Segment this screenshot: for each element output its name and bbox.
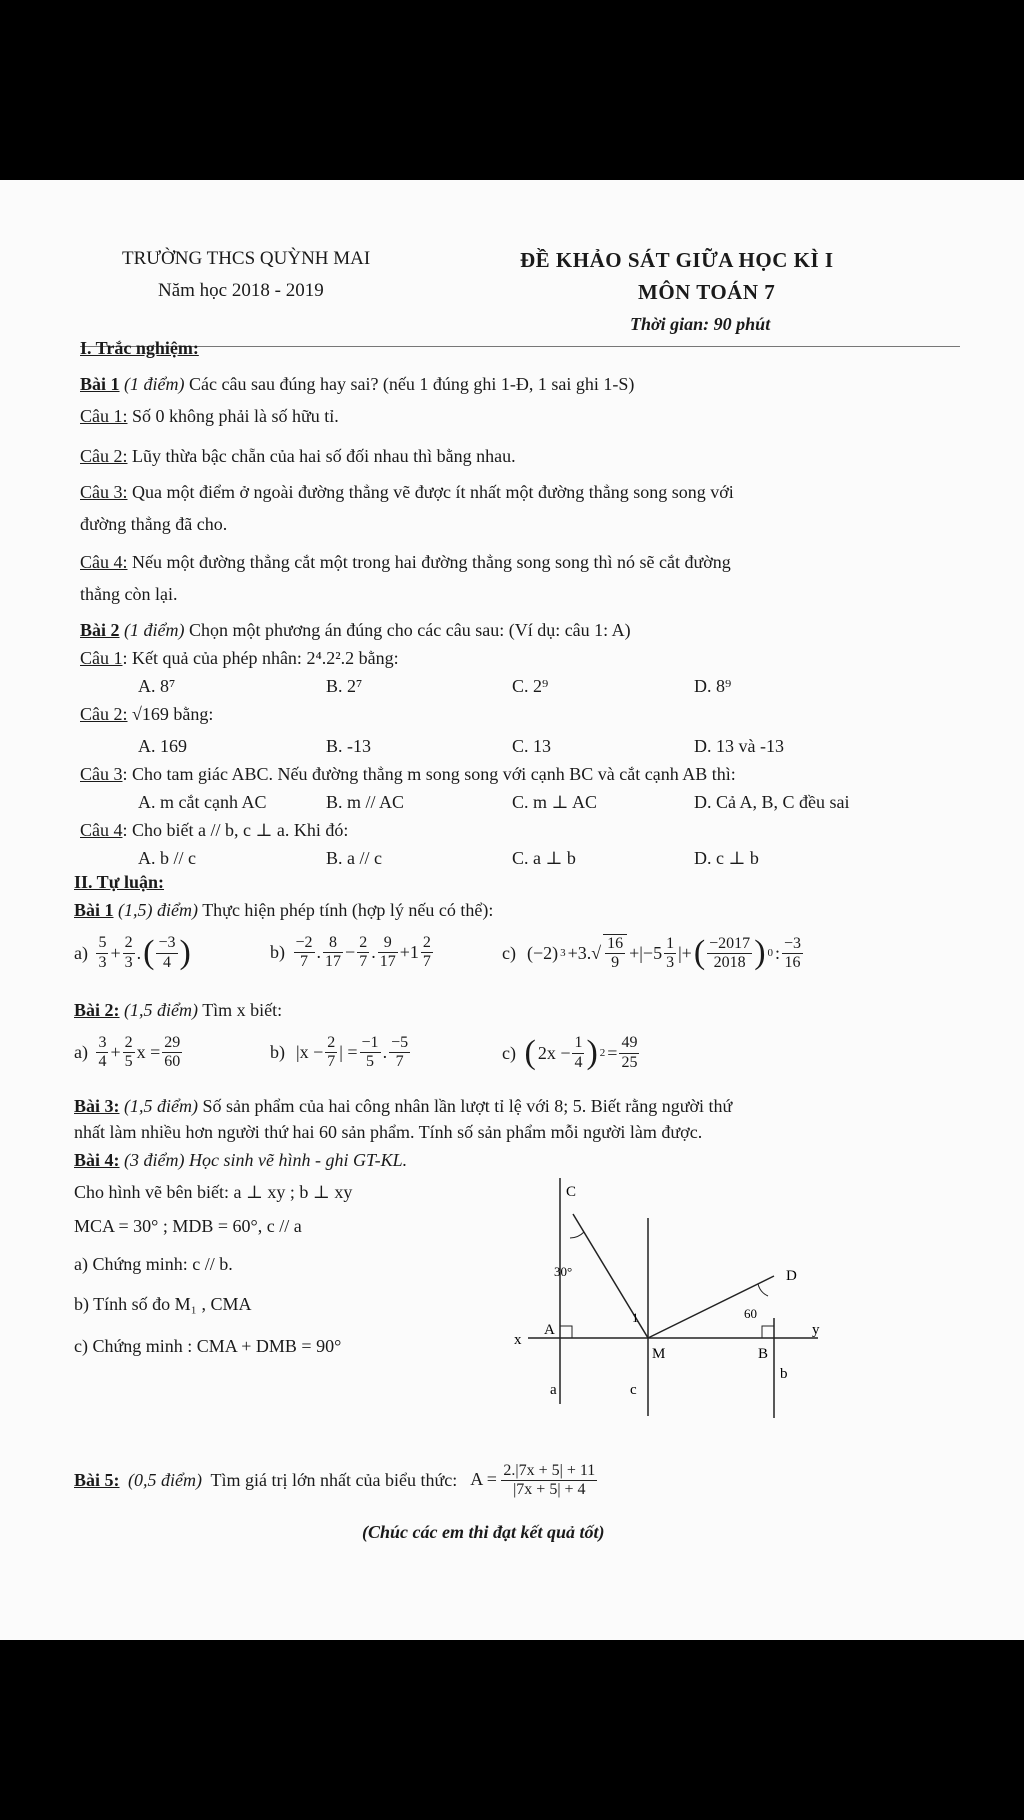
p2-bai4-angles: MCA = 30° ; MDB = 60°, c // a [74, 1216, 302, 1236]
p2-bai3-text-a: Số sản phẩm của hai công nhân lần lượt tỉ lệ với 8; 5. Biết rằng người thứ [202, 1096, 733, 1116]
p2-bai3-points: (1,5 điểm) [124, 1096, 198, 1116]
p1-bai2-points: (1 điểm) [124, 620, 185, 640]
p1-q3-text-b: đường thẳng đã cho. [80, 514, 228, 534]
expr-1c: c) (−2) 3 +3.√ $\frac{16}{9}$ +|−5 $\frac{1}{3}$ |+ ( $\frac{-2017}{2018}$ ) 0 : $\frac{-3}{16}$ [502, 934, 802, 972]
p1-c1-opt-b: B. 2⁷ [326, 676, 363, 696]
p1-bai1-points: (1 điểm) [124, 374, 185, 394]
expr-2a: a) $\frac{3}{4}$ + $\frac{2}{5}$ x = $\frac{29}{60}$ [74, 1034, 181, 1071]
p2-bai5-line [74, 1462, 597, 1500]
label-M: M [652, 1346, 666, 1362]
right-angle-a [560, 1326, 572, 1338]
p1-q1-label: Câu 1: [80, 406, 128, 426]
p1-bai1-text: Các câu sau đúng hay sai? (nếu 1 đúng ghi 1-Đ, 1 sai ghi 1-S) [189, 374, 635, 394]
p1-c4-opt-b: B. a // c [326, 848, 382, 868]
expr-2c-label: c) [502, 1042, 516, 1063]
expr-2c: c) ( 2x − $\frac{1}{4}$ ) 2 = $\frac{49}{25}$ [502, 1034, 638, 1071]
p2-bai1-points: (1,5) điểm) [118, 900, 198, 920]
p1-c2-opt-c: C. 13 [512, 736, 552, 756]
label-A: A [544, 1322, 555, 1338]
header-divider [80, 346, 960, 347]
p2-bai4-points: (3 điểm) Học sinh vẽ hình - ghi GT-KL. [124, 1150, 408, 1170]
expr-1a: a) $\frac{5}{3}$ + $\frac{2}{3}$ . ( $\frac{-3}{4}$ ) [74, 934, 191, 971]
label-c: c [630, 1382, 637, 1398]
p1-c2-opt-d: D. 13 và -13 [694, 736, 784, 756]
p1-q4-label: Câu 4: [80, 552, 128, 572]
p1-q4-text-a: Nếu một đường thẳng cắt một trong hai đường thẳng song song thì nó sẽ cắt đường [132, 552, 731, 572]
p1-c1-opt-c: C. 2⁹ [512, 676, 549, 696]
part2-title: II. Tự luận: [74, 872, 165, 892]
p1-bai2-line [80, 620, 631, 641]
p1-c1 [80, 648, 399, 669]
p1-c1-opt-d: D. 8⁹ [694, 676, 732, 696]
school-name: TRƯỜNG THCS QUỲNH MAI [122, 248, 371, 269]
p1-c4-opt-d: D. c ⊥ b [694, 848, 759, 868]
p1-c4-label: Câu 4 [80, 820, 123, 840]
exam-time: Thời gian: 90 phút [630, 314, 771, 334]
label-B: B [758, 1346, 769, 1362]
p2-bai2-text: Tìm x biết: [202, 1000, 283, 1020]
exam-title: ĐỀ KHẢO SÁT GIỮA HỌC KÌ I [520, 248, 834, 272]
p1-c3-opt-a: A. m cắt cạnh AC [138, 792, 267, 812]
p1-q2-text: Lũy thừa bậc chẵn của hai số đối nhau thì bằng nhau. [132, 446, 516, 466]
expr-2b: b) |x − $\frac{2}{7}$ | = $\frac{-1}{5}$ . $\frac{-5}{7}$ [270, 1034, 409, 1071]
label-C: C [566, 1184, 577, 1200]
label-one: 1 [632, 1310, 639, 1325]
expr-2b-label: b) [270, 1042, 285, 1063]
p1-c1-text: : Kết quả của phép nhân: 2⁴.2².2 bằng: [122, 648, 399, 668]
p1-c3-label: Câu 3 [80, 764, 123, 784]
angle-arc-c [570, 1232, 584, 1238]
right-angle-b [762, 1326, 774, 1338]
p1-bai2-label: Bài 2 [80, 620, 120, 640]
p2-bai3-label: Bài 3: [74, 1096, 120, 1116]
expr-1b-label: b) [270, 942, 285, 963]
p2-bai4-c: c) Chứng minh : CMA + DMB = 90° [74, 1336, 342, 1356]
p2-bai1-line [74, 900, 493, 921]
p2-bai5-label: Bài 5: [74, 1470, 120, 1491]
label-x: x [514, 1332, 522, 1348]
p2-bai3-line [74, 1096, 732, 1117]
part1-title: I. Trắc nghiệm: [80, 338, 199, 358]
p1-c3-opt-d: D. Cả A, B, C đều sai [694, 792, 850, 812]
p1-c4 [80, 820, 348, 841]
label-b: b [780, 1366, 788, 1382]
p1-c2-label: Câu 2: [80, 704, 128, 724]
school-year: Năm học 2018 - 2019 [158, 280, 324, 301]
p1-c3-opt-b: B. m // AC [326, 792, 405, 812]
p2-bai1-label: Bài 1 [74, 900, 114, 920]
label-y: y [812, 1322, 820, 1338]
expr-1a-label: a) [74, 942, 88, 963]
exam-subject: MÔN TOÁN 7 [638, 280, 776, 304]
expr-1c-label: c) [502, 942, 516, 963]
p1-bai2-text: Chọn một phương án đúng cho các câu sau: (Ví dụ: câu 1: A) [189, 620, 631, 640]
p2-bai5-points: (0,5 điểm) [128, 1470, 202, 1491]
geometry-figure [508, 1168, 838, 1418]
p1-q1 [80, 406, 339, 427]
p1-bai1-label: Bài 1 [80, 374, 120, 394]
p1-q2 [80, 446, 516, 467]
p1-c4-opt-a: A. b // c [138, 848, 196, 868]
p1-c4-text: : Cho biết a // b, c ⊥ a. Khi đó: [122, 820, 349, 840]
p2-bai4-a: a) Chứng minh: c // b. [74, 1254, 233, 1274]
p1-c2-opt-b: B. -13 [326, 736, 371, 756]
p2-bai3-text-b: nhất làm nhiều hơn người thứ hai 60 sản phẩm. Tính số sản phẩm mỗi người làm được. [74, 1122, 703, 1142]
label-D: D [786, 1268, 797, 1284]
p1-q4 [80, 552, 731, 573]
p1-c4-opt-c: C. a ⊥ b [512, 848, 576, 868]
p1-c3 [80, 764, 736, 785]
p1-c1-opt-a: A. 8⁷ [138, 676, 176, 696]
p1-c1-label: Câu 1 [80, 648, 123, 668]
p2-bai2-label: Bài 2: [74, 1000, 120, 1020]
p1-q3 [80, 482, 734, 503]
p1-q3-label: Câu 3: [80, 482, 128, 502]
p1-q2-label: Câu 2: [80, 446, 128, 466]
p2-bai5-text: Tìm giá trị lớn nhất của biểu thức: [210, 1470, 458, 1491]
p2-bai2-line [74, 1000, 282, 1021]
p1-c2-text: √169 bằng: [132, 704, 214, 724]
label-ang-60: 60 [744, 1306, 757, 1321]
p1-q3-text-a: Qua một điểm ở ngoài đường thẳng vẽ được ít nhất một đường thẳng song song với [132, 482, 734, 502]
label-a: a [550, 1382, 557, 1398]
footer-wish: (Chúc các em thi đạt kết quả tốt) [362, 1522, 605, 1542]
p1-c2-opt-a: A. 169 [138, 736, 187, 756]
p2-bai4-line [74, 1150, 407, 1171]
angle-arc-d [758, 1284, 768, 1296]
p2-bai4-given: Cho hình vẽ bên biết: a ⊥ xy ; b ⊥ xy [74, 1182, 353, 1202]
p1-q4-text-b: thẳng còn lại. [80, 584, 178, 604]
p2-bai2-points: (1,5 điểm) [124, 1000, 198, 1020]
expr-1b: b) $\frac{-2}{7}$ . $\frac{8}{17}$ − $\frac{2}{7}$ . $\frac{9}{17}$ +1 $\frac{2}{7}$ [270, 934, 431, 971]
label-ang-30: 30° [554, 1264, 573, 1279]
p1-q1-text: Số 0 không phải là số hữu tỉ. [132, 406, 339, 426]
p2-bai4-b: b) Tính số đo M₁ , CMA [74, 1294, 252, 1314]
p1-c2 [80, 704, 213, 725]
expr-5: A = $\frac{2.|7x + 5| + 11}{|7x + 5| + 4}$ [470, 1462, 596, 1499]
expr-2a-label: a) [74, 1042, 88, 1063]
p2-bai1-text: Thực hiện phép tính (hợp lý nếu có thể): [202, 900, 494, 920]
p1-c3-text: : Cho tam giác ABC. Nếu đường thẳng m song song với cạnh BC và cắt cạnh AB thì: [122, 764, 736, 784]
p2-bai4-label: Bài 4: [74, 1150, 120, 1170]
p1-c3-opt-c: C. m ⊥ AC [512, 792, 597, 812]
p1-bai1-line [80, 374, 634, 395]
